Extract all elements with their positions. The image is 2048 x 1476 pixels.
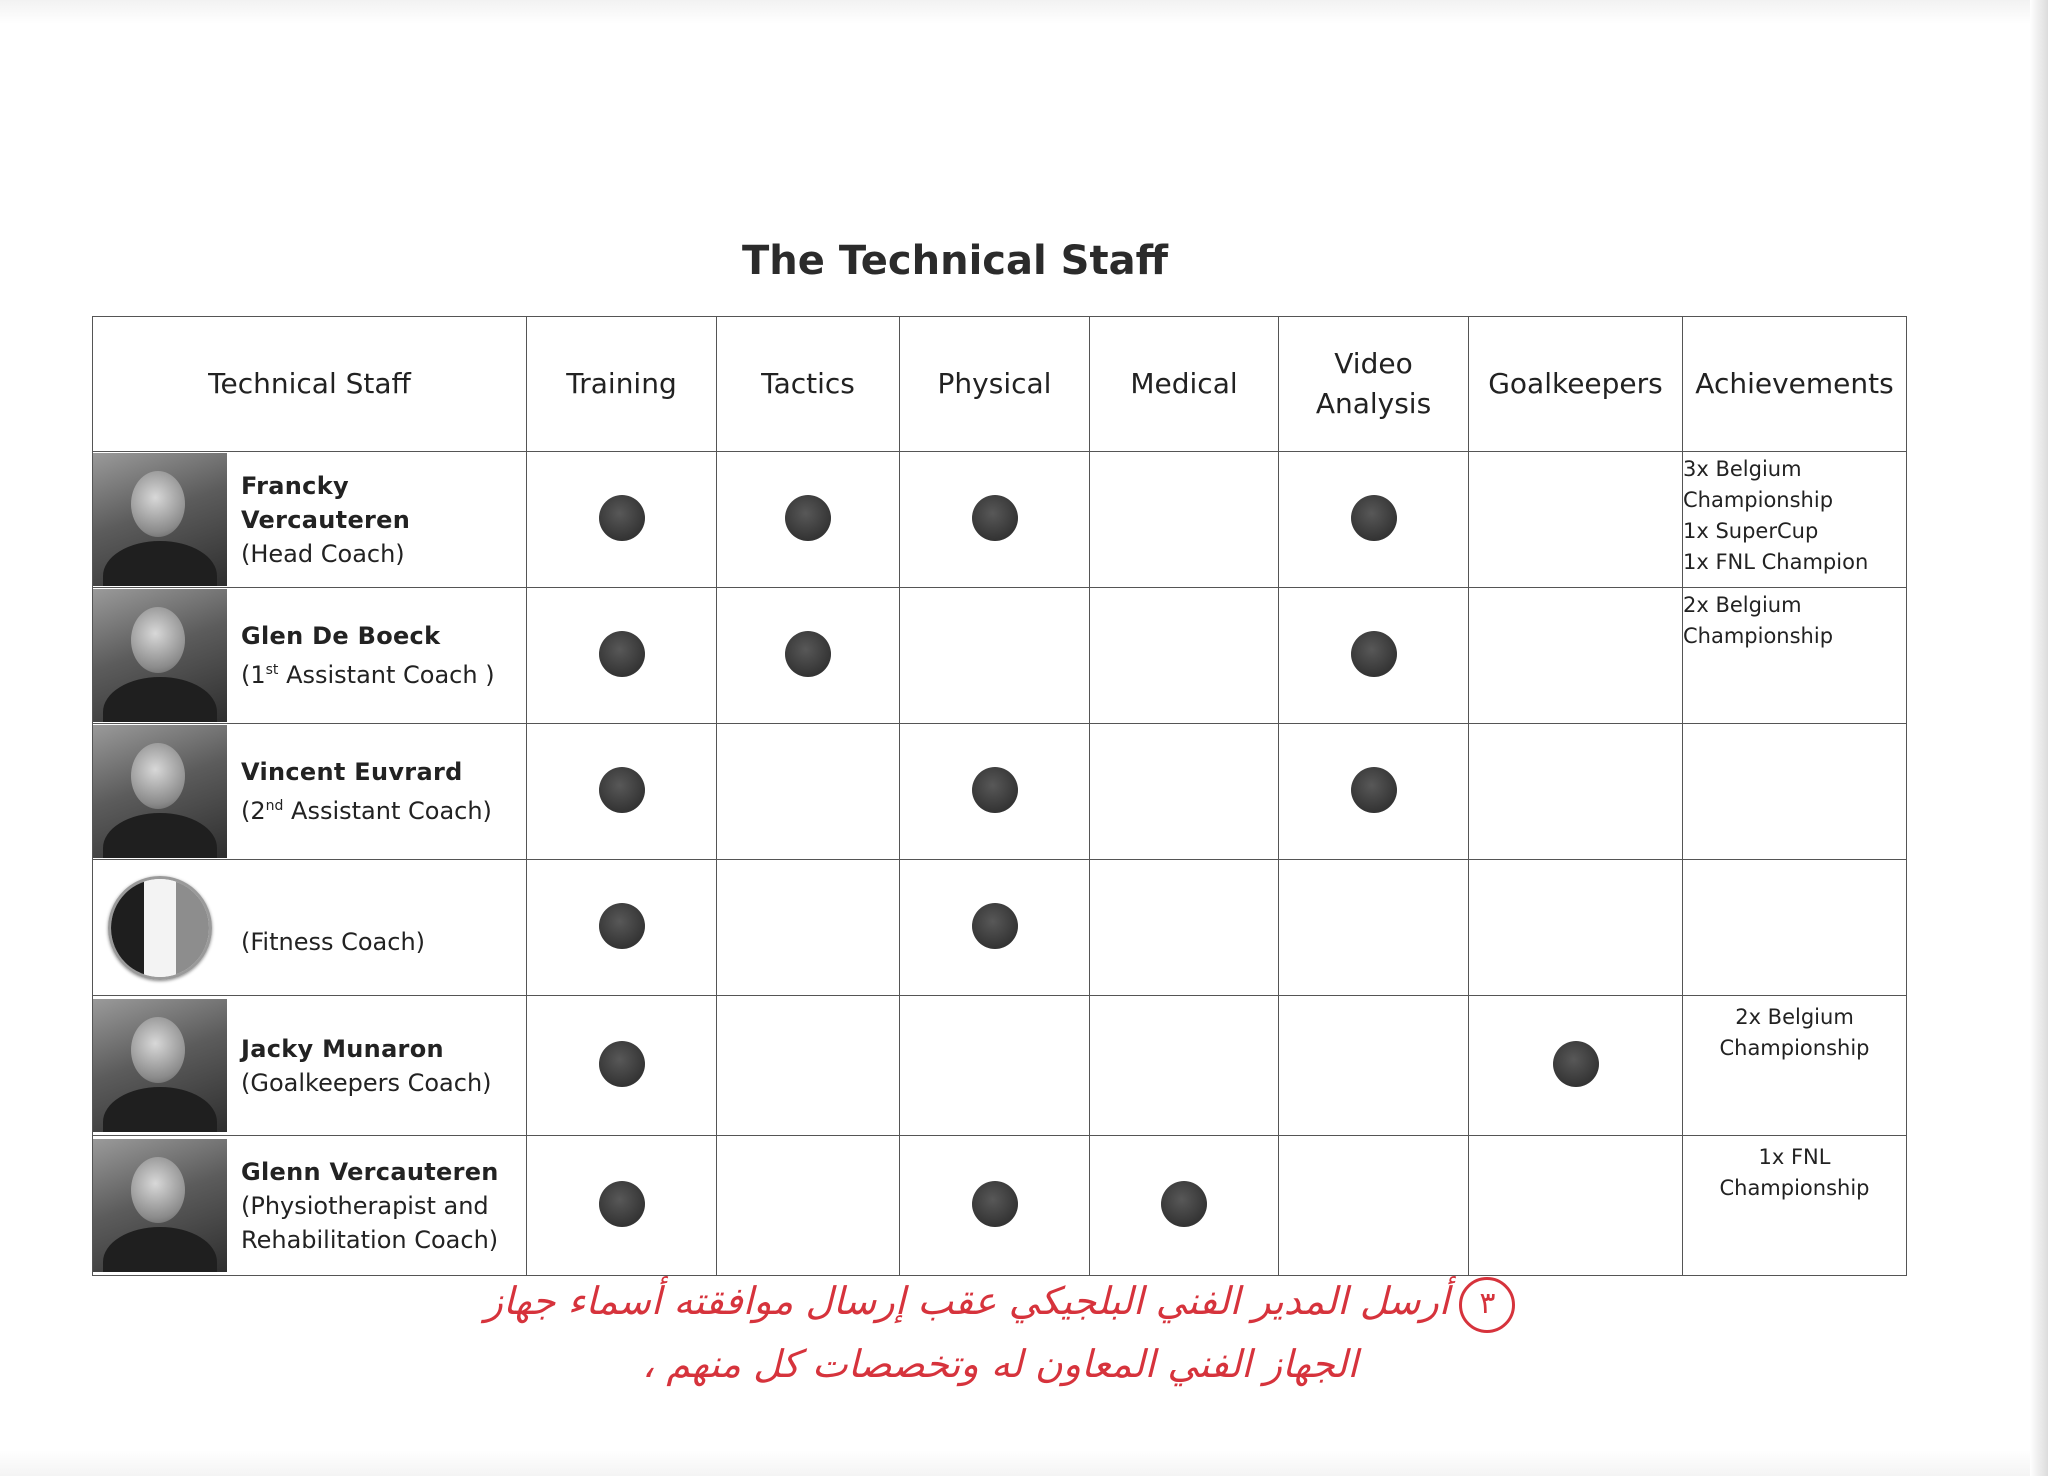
column-header-tactics: Tactics bbox=[717, 317, 900, 452]
responsibility-cell-physical bbox=[900, 1136, 1090, 1276]
staff-name: Glenn Vercauteren bbox=[241, 1157, 499, 1186]
handwritten-text-1: أرسل المدير الفني البلجيكي عقب إرسال موافقته أسماء جهاز bbox=[484, 1279, 1450, 1323]
responsibility-cell-training bbox=[527, 996, 717, 1136]
responsibility-cell-tactics bbox=[717, 996, 900, 1136]
achievement-line: Championship bbox=[1719, 1036, 1870, 1060]
filled-dot-icon bbox=[972, 767, 1018, 813]
column-header-video-analysis: Video Analysis bbox=[1279, 317, 1469, 452]
filled-dot-icon bbox=[972, 1181, 1018, 1227]
handwritten-line-2: الجهاز الفني المعاون له وتخصصات كل منهم ، bbox=[642, 1341, 1358, 1386]
staff-photo bbox=[93, 453, 227, 586]
staff-photo bbox=[93, 725, 227, 858]
responsibility-cell-video-analysis bbox=[1279, 1136, 1469, 1276]
responsibility-cell-physical bbox=[900, 724, 1090, 860]
achievements-cell bbox=[1683, 1136, 1907, 1276]
table-row bbox=[93, 452, 1907, 588]
staff-name: Jacky Munaron bbox=[241, 1034, 444, 1063]
achievement-line: 1x SuperCup bbox=[1683, 519, 1819, 543]
filled-dot-icon bbox=[599, 1181, 645, 1227]
responsibility-cell-physical bbox=[900, 860, 1090, 996]
filled-dot-icon bbox=[1553, 1041, 1599, 1087]
table-row bbox=[93, 860, 1907, 996]
responsibility-cell-medical bbox=[1090, 724, 1279, 860]
responsibility-cell-training bbox=[527, 860, 717, 996]
filled-dot-icon bbox=[785, 631, 831, 677]
staff-photo bbox=[93, 999, 227, 1132]
handwritten-line-1 bbox=[280, 1270, 1720, 1333]
responsibility-cell-medical bbox=[1090, 1136, 1279, 1276]
responsibility-cell-goalkeepers bbox=[1469, 588, 1683, 724]
responsibility-cell-tactics bbox=[717, 1136, 900, 1276]
responsibility-cell-video-analysis bbox=[1279, 996, 1469, 1136]
technical-staff-table bbox=[92, 316, 1907, 1276]
achievements-cell bbox=[1683, 452, 1907, 588]
responsibility-cell-goalkeepers bbox=[1469, 452, 1683, 588]
filled-dot-icon bbox=[599, 631, 645, 677]
staff-member-cell bbox=[93, 860, 527, 996]
achievements-cell bbox=[1683, 724, 1907, 860]
achievement-line: Championship bbox=[1683, 624, 1834, 648]
achievements-cell bbox=[1683, 588, 1907, 724]
responsibility-cell-physical bbox=[900, 588, 1090, 724]
staff-role: (1st Assistant Coach ) bbox=[241, 661, 495, 689]
filled-dot-icon bbox=[972, 495, 1018, 541]
column-header-training: Training bbox=[527, 317, 717, 452]
header-row bbox=[93, 317, 1907, 452]
responsibility-cell-physical bbox=[900, 996, 1090, 1136]
table-row bbox=[93, 1136, 1907, 1276]
flag-icon bbox=[93, 861, 227, 994]
filled-dot-icon bbox=[972, 903, 1018, 949]
responsibility-cell-medical bbox=[1090, 860, 1279, 996]
filled-dot-icon bbox=[599, 1041, 645, 1087]
achievement-line: 3x Belgium bbox=[1683, 457, 1802, 481]
table-row bbox=[93, 724, 1907, 860]
staff-role: (Head Coach) bbox=[241, 539, 405, 568]
staff-member-cell bbox=[93, 724, 527, 860]
responsibility-cell-video-analysis bbox=[1279, 860, 1469, 996]
achievements-cell bbox=[1683, 860, 1907, 996]
achievement-line: Championship bbox=[1719, 1176, 1870, 1200]
staff-member-cell bbox=[93, 588, 527, 724]
responsibility-cell-goalkeepers bbox=[1469, 724, 1683, 860]
responsibility-cell-medical bbox=[1090, 996, 1279, 1136]
filled-dot-icon bbox=[599, 767, 645, 813]
table-row bbox=[93, 588, 1907, 724]
staff-member-cell bbox=[93, 996, 527, 1136]
responsibility-cell-video-analysis bbox=[1279, 452, 1469, 588]
staff-role: (Physiotherapist and Rehabilitation Coach) bbox=[241, 1191, 499, 1254]
handwritten-note bbox=[280, 1270, 1720, 1395]
responsibility-cell-medical bbox=[1090, 588, 1279, 724]
achievement-line: Championship bbox=[1683, 488, 1834, 512]
staff-member-cell bbox=[93, 452, 527, 588]
page-edge-shadow bbox=[2030, 0, 2048, 1476]
page-title: The Technical Staff bbox=[742, 238, 1168, 284]
column-header-physical: Physical bbox=[900, 317, 1090, 452]
responsibility-cell-tactics bbox=[717, 724, 900, 860]
column-header-achievements: Achievements bbox=[1683, 317, 1907, 452]
responsibility-cell-training bbox=[527, 724, 717, 860]
staff-role: (2nd Assistant Coach) bbox=[241, 797, 492, 825]
achievement-line: 1x FNL Champion bbox=[1683, 550, 1869, 574]
achievement-line: 1x FNL bbox=[1758, 1145, 1831, 1169]
circled-number: ٣ bbox=[1459, 1277, 1515, 1333]
responsibility-cell-goalkeepers bbox=[1469, 860, 1683, 996]
table-body bbox=[93, 452, 1907, 1276]
filled-dot-icon bbox=[785, 495, 831, 541]
filled-dot-icon bbox=[1351, 631, 1397, 677]
column-header-goalkeepers: Goalkeepers bbox=[1469, 317, 1683, 452]
staff-role: (Fitness Coach) bbox=[241, 927, 426, 956]
filled-dot-icon bbox=[599, 903, 645, 949]
column-header-medical: Medical bbox=[1090, 317, 1279, 452]
achievement-line: 2x Belgium bbox=[1735, 1005, 1854, 1029]
staff-member-cell bbox=[93, 1136, 527, 1276]
filled-dot-icon bbox=[1351, 767, 1397, 813]
responsibility-cell-goalkeepers bbox=[1469, 1136, 1683, 1276]
responsibility-cell-medical bbox=[1090, 452, 1279, 588]
responsibility-cell-tactics bbox=[717, 588, 900, 724]
filled-dot-icon bbox=[1161, 1181, 1207, 1227]
staff-role: (Goalkeepers Coach) bbox=[241, 1068, 492, 1097]
responsibility-cell-physical bbox=[900, 452, 1090, 588]
staff-name: Francky Vercauteren bbox=[241, 471, 411, 534]
responsibility-cell-video-analysis bbox=[1279, 724, 1469, 860]
achievements-cell bbox=[1683, 996, 1907, 1136]
staff-photo bbox=[93, 589, 227, 722]
staff-name: Glen De Boeck bbox=[241, 622, 441, 650]
responsibility-cell-training bbox=[527, 588, 717, 724]
filled-dot-icon bbox=[1351, 495, 1397, 541]
responsibility-cell-goalkeepers bbox=[1469, 996, 1683, 1136]
achievement-line: 2x Belgium bbox=[1683, 593, 1802, 617]
responsibility-cell-tactics bbox=[717, 860, 900, 996]
responsibility-cell-training bbox=[527, 1136, 717, 1276]
responsibility-cell-video-analysis bbox=[1279, 588, 1469, 724]
staff-name: Vincent Euvrard bbox=[241, 758, 463, 786]
staff-photo bbox=[93, 1139, 227, 1272]
column-header-technical-staff: Technical Staff bbox=[93, 317, 527, 452]
table-row bbox=[93, 996, 1907, 1136]
responsibility-cell-training bbox=[527, 452, 717, 588]
filled-dot-icon bbox=[599, 495, 645, 541]
responsibility-cell-tactics bbox=[717, 452, 900, 588]
